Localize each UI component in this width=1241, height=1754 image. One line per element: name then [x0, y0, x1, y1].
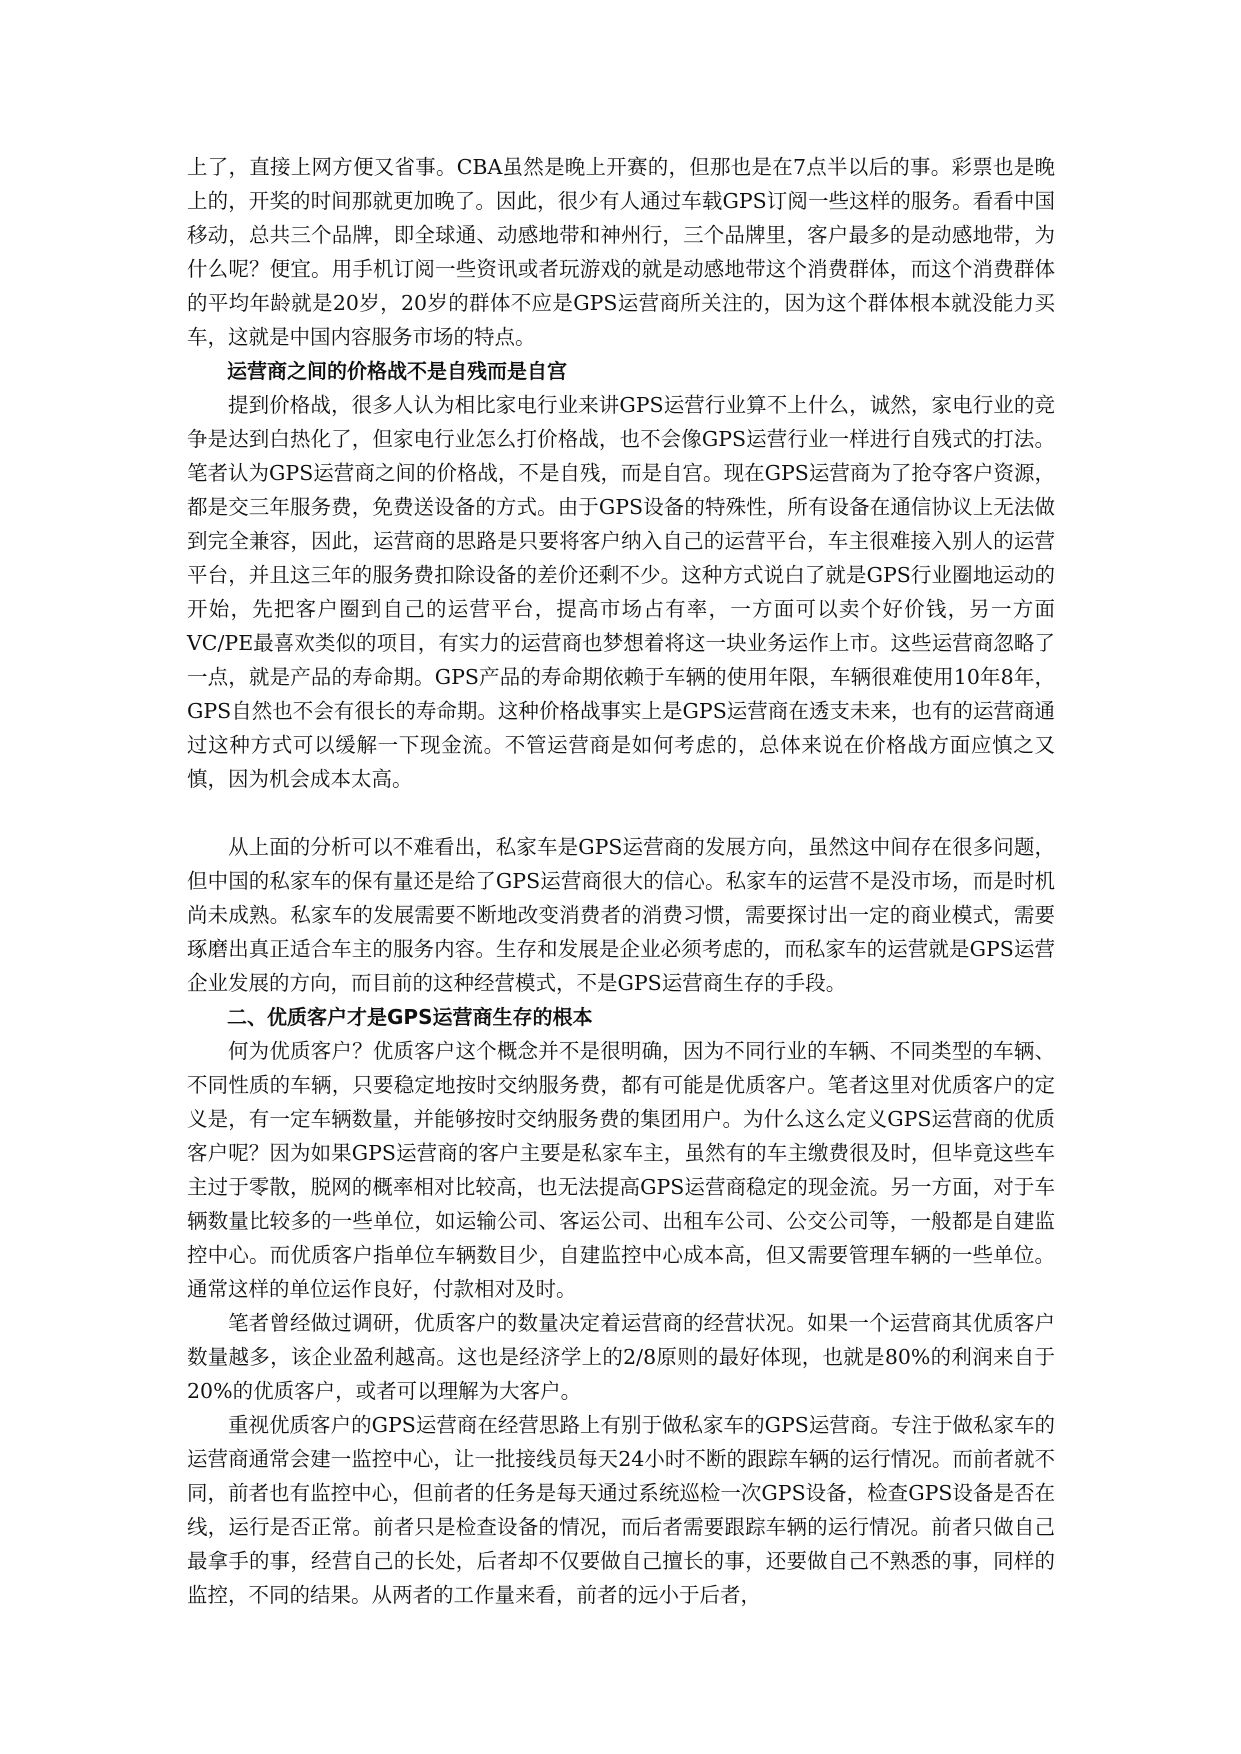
article-body	[187, 150, 1055, 1612]
paragraph-operator-comparison: 重视优质客户的GPS运营商在经营思路上有别于做私家车的GPS运营商。专注于做私家车的运营商通常会建一监控中心，让一批接线员每天24小时不断的跟踪车辆的运行情况。而前者就不同，前者也有监控中心，但前者的任务是每天通过系统巡检一次GPS设备，检查GPS设备是否在线，运行是否正常。前者只是检查设备的情况，而后者需要跟踪车辆的运行情况。前者只做自己最拿手的事，经营自己的长处，后者却不仅要做自己擅长的事，还要做自己不熟悉的事，同样的监控，不同的结果。从两者的工作量来看，前者的远小于后者，	[187, 1413, 1055, 1607]
section-heading-quality-customers: 二、优质客户才是GPS运营商生存的根本	[227, 1005, 593, 1029]
paragraph-research-findings: 笔者曾经做过调研，优质客户的数量决定着运营商的经营状况。如果一个运营商其优质客户数量越多，该企业盈利越高。这也是经济学上的2/8原则的最好体现，也就是80%的利润来自于20%的优质客户，或者可以理解为大客户。	[187, 1311, 1055, 1403]
paragraph-continuation: 上了，直接上网方便又省事。CBA虽然是晚上开赛的，但那也是在7点半以后的事。彩票也是晚上的，开奖的时间那就更加晚了。因此，很少有人通过车载GPS订阅一些这样的服务。看看中国移动，总共三个品牌，即全球通、动感地带和神州行，三个品牌里，客户最多的是动感地带，为什么呢？便宜。用手机订阅一些资讯或者玩游戏的就是动感地带这个消费群体，而这个消费群体的平均年龄就是20岁，20岁的群体不应是GPS运营商所关注的，因为这个群体根本就没能力买车，这就是中国内容服务市场的特点。	[187, 155, 1055, 349]
section-heading-price-war: 运营商之间的价格战不是自残而是自宫	[227, 359, 567, 383]
paragraph-price-war: 提到价格战，很多人认为相比家电行业来讲GPS运营行业算不上什么，诚然，家电行业的竞争是达到白热化了，但家电行业怎么打价格战，也不会像GPS运营行业一样进行自残式的打法。笔者认为GPS运营商之间的价格战，不是自残，而是自宫。现在GPS运营商为了抢夺客户资源，都是交三年服务费，免费送设备的方式。由于GPS设备的特殊性，所有设备在通信协议上无法做到完全兼容，因此，运营商的思路是只要将客户纳入自己的运营平台，车主很难接入别人的运营平台，并且这三年的服务费扣除设备的差价还剩不少。这种方式说白了就是GPS行业圈地运动的开始，先把客户圈到自己的运营平台，提高市场占有率，一方面可以卖个好价钱，另一方面VC/PE最喜欢类似的项目，有实力的运营商也梦想着将这一块业务运作上市。这些运营商忽略了一点，就是产品的寿命期。GPS产品的寿命期依赖于车辆的使用年限，车辆很难使用10年8年，GPS自然也不会有很长的寿命期。这种价格战事实上是GPS运营商在透支未来，也有的运营商通过这种方式可以缓解一下现金流。不管运营商是如何考虑的，总体来说在价格战方面应慎之又慎，因为机会成本太高。	[187, 393, 1055, 791]
paragraph-quality-customer-definition: 何为优质客户？优质客户这个概念并不是很明确，因为不同行业的车辆、不同类型的车辆、不同性质的车辆，只要稳定地按时交纳服务费，都有可能是优质客户。笔者这里对优质客户的定义是，有一定车辆数量，并能够按时交纳服务费的集团用户。为什么这么定义GPS运营商的优质客户呢？因为如果GPS运营商的客户主要是私家车主，虽然有的车主缴费很及时，但毕竟这些车主过于零散，脱网的概率相对比较高，也无法提高GPS运营商稳定的现金流。另一方面，对于车辆数量比较多的一些单位，如运输公司、客运公司、出租车公司、公交公司等，一般都是自建监控中心。而优质客户指单位车辆数目少，自建监控中心成本高，但又需要管理车辆的一些单位。通常这样的单位运作良好，付款相对及时。	[187, 1039, 1055, 1301]
paragraph-private-car-summary: 从上面的分析可以不难看出，私家车是GPS运营商的发展方向，虽然这中间存在很多问题，但中国的私家车的保有量还是给了GPS运营商很大的信心。私家车的运营不是没市场，而是时机尚未成熟。私家车的发展需要不断地改变消费者的消费习惯，需要探讨出一定的商业模式，需要琢磨出真正适合车主的服务内容。生存和发展是企业必须考虑的，而私家车的运营就是GPS运营企业发展的方向，而目前的这种经营模式，不是GPS运营商生存的手段。	[187, 835, 1055, 995]
